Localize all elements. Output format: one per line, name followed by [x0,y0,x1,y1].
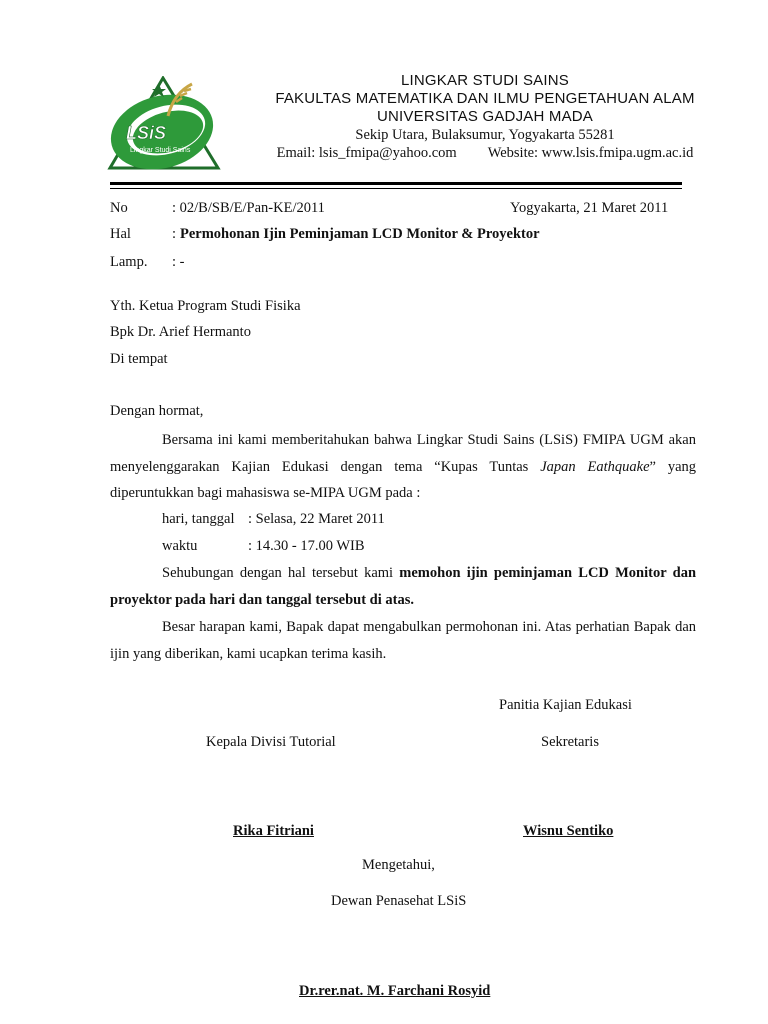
hal-label: Hal [110,226,131,242]
paragraph-2 [110,560,696,613]
paragraph-2-text: Sehubungan dengan hal tersebut kami [162,565,400,581]
greeting: Dengan hormat, [110,403,204,419]
committee-name: Panitia Kajian Edukasi [499,697,632,713]
subject: Permohonan Ijin Peminjaman LCD Monitor & Proyektor [180,226,540,242]
faculty-name: FAKULTAS MATEMATIKA DAN ILMU PENGETAHUAN ALAM [275,90,695,107]
no-value: : 02/B/SB/E/Pan-KE/2011 [172,200,325,216]
paragraph-1-text-b: ” yang diperuntukkan bagi mahasiswa se-MIPA UGM pada : [110,458,697,501]
email: Email: lsis_fmipa@yahoo.com [276,145,457,161]
letter-date: Yogyakarta, 21 Maret 2011 [510,200,669,216]
advisor-name: Dr.rer.nat. M. Farchani Rosyid [299,983,491,999]
recipient-line3: Di tempat [110,351,168,367]
recipient-line1: Yth. Ketua Program Studi Fisika [110,298,301,314]
no-label: No [110,200,128,216]
right-signer-name: Wisnu Sentiko [523,823,614,839]
paragraph-3: Besar harapan kami, Bapak dapat mengabulkan permohonan ini. Atas perhatian Bapak dan ijin yang diberikan, kami ucapkan terima kasih. [110,619,696,662]
website: Website: www.lsis.fmipa.ugm.ac.id [487,145,694,161]
header-rule-thick [110,182,682,185]
lsis-logo [106,76,224,172]
contact-line [230,144,740,162]
hal-colon: : [172,226,177,242]
paragraph-1 [110,427,696,507]
logo-subtext: Lingkar Studi Sains [130,147,191,154]
right-signer-role: Sekretaris [541,734,599,750]
day-value: : Selasa, 22 Maret 2011 [248,511,385,527]
paragraph-1-italic: Japan Eathquake [540,458,650,475]
logo-text: LSiS [126,123,167,143]
letterhead [230,72,740,162]
lamp-value: : - [172,254,185,270]
paragraph-2-bold: memohon ijin peminjaman LCD Monitor dan proyektor pada hari dan tanggal tersebut di atas. [110,565,697,608]
time-value: : 14.30 - 17.00 WIB [248,538,365,554]
lamp-label: Lamp. [110,254,148,270]
org-name: LINGKAR STUDI SAINS [400,72,569,89]
acknowledge-label: Mengetahui, [362,857,435,873]
recipient-line2: Bpk Dr. Arief Hermanto [110,324,251,340]
day-label: hari, tanggal [162,511,235,527]
university-name: UNIVERSITAS GADJAH MADA [376,108,594,125]
paragraph-1-text-a: Bersama ini kami memberitahukan bahwa Lingkar Studi Sains (LSiS) FMIPA UGM akan menyelenggarakan Kajian Edukasi dengan tema “Kupas Tuntas [110,432,696,475]
left-signer-name: Rika Fitriani [233,823,314,839]
address: Sekip Utara, Bulaksumur, Yogyakarta 55281 [355,127,615,143]
left-signer-role: Kepala Divisi Tutorial [206,734,336,750]
advisor-role: Dewan Penasehat LSiS [331,893,467,909]
header-rule-thin [110,188,682,189]
time-label: waktu [162,538,198,554]
